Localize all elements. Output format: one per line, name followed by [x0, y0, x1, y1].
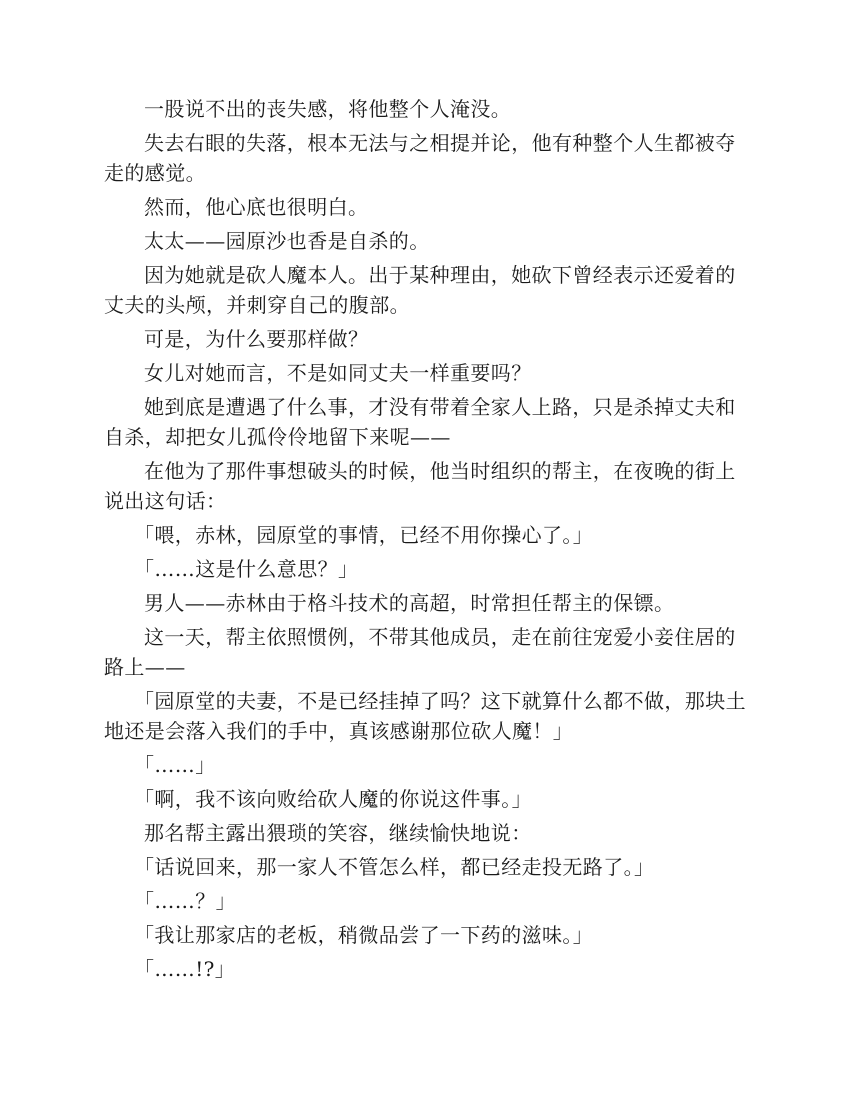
- paragraph: 因为她就是砍人魔本人。出于某种理由，她砍下曾经表示还爱着的丈夫的头颅，并刺穿自己的腹部。: [104, 263, 736, 317]
- paragraph: 一股说不出的丧失感，将他整个人淹没。: [144, 97, 512, 121]
- document-page: [104, 94, 746, 988]
- paragraph: 可是，为什么要那样做？: [144, 327, 369, 351]
- paragraph: 然而，他心底也很明白。: [144, 195, 369, 219]
- paragraph: 她到底是遭遇了什么事，才没有带着全家人上路，只是杀掉丈夫和自杀，却把女儿孤伶伶地留下来呢——: [104, 395, 736, 449]
- paragraph: 女儿对她而言，不是如同丈夫一样重要吗？: [144, 361, 532, 385]
- paragraph: 那名帮主露出猥琐的笑容，继续愉快地说：: [144, 821, 532, 845]
- paragraph: 太太——园原沙也香是自杀的。: [144, 229, 430, 253]
- paragraph: 男人——赤林由于格斗技术的高超，时常担任帮主的保镖。: [144, 591, 675, 615]
- paragraph: 在他为了那件事想破头的时候，他当时组织的帮主，在夜晚的街上说出这句话：: [104, 459, 736, 513]
- dialogue-line: 「话说回来，那一家人不管怎么样，都已经走投无路了。」: [134, 855, 655, 879]
- dialogue-line: 「园原堂的夫妻，不是已经挂掉了吗？这下就算什么都不做，那块土地还是会落入我们的手中，真该感谢那位砍人魔！」: [104, 689, 746, 743]
- dialogue-line: 「……？」: [134, 889, 236, 913]
- dialogue-line: 「我让那家店的老板，稍微品尝了一下药的滋味。」: [134, 923, 594, 947]
- dialogue-line: 「……」: [134, 753, 216, 777]
- dialogue-line: 「喂，赤林，园原堂的事情，已经不用你操心了。」: [134, 523, 594, 547]
- paragraph: 失去右眼的失落，根本无法与之相提并论，他有种整个人生都被夺走的感觉。: [104, 131, 736, 185]
- dialogue-line: 「……!?」: [134, 957, 236, 981]
- paragraph: 这一天，帮主依照惯例，不带其他成员，走在前往宠爱小妾住居的路上——: [104, 625, 736, 679]
- dialogue-line: 「啊，我不该向败给砍人魔的你说这件事。」: [134, 787, 532, 811]
- dialogue-line: 「……这是什么意思？」: [134, 557, 359, 581]
